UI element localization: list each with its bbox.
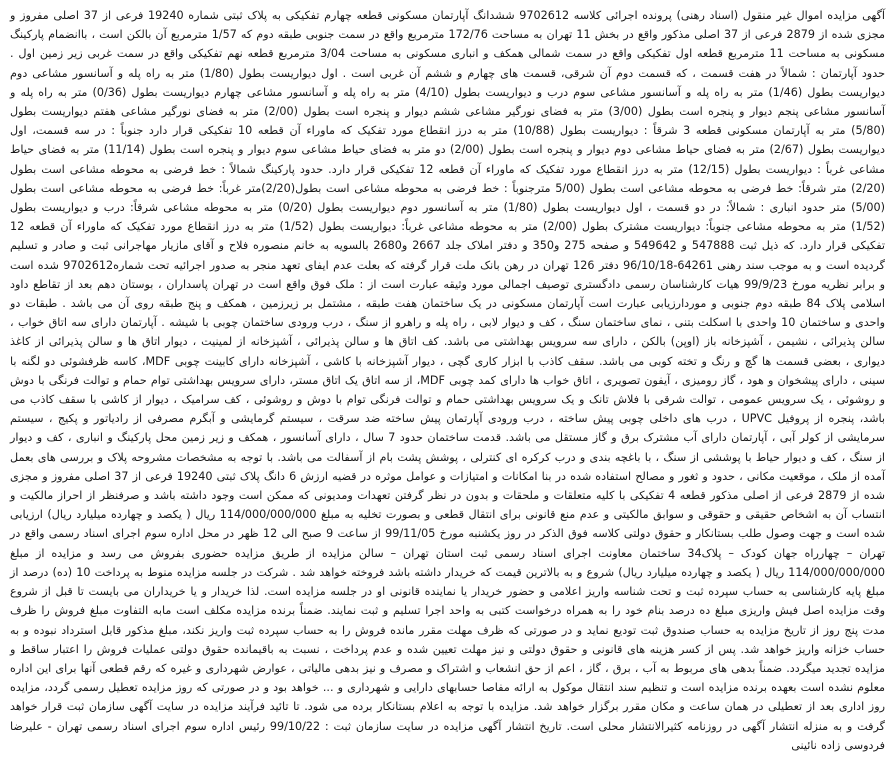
auction-notice-text: آگهی مزایده اموال غیر منقول (اسناد رهنی) پرونده اجرائی کلاسه 9702612 ششدانگ آپارتمان مسکونی قطعه چهارم تفکیکی به پلاک ثبتی شماره 19240 فرعی از 37 اصلی مفروز و مجزی شده از 2879 فرعی از 37 اصلی مذکور واقع در بخش 11 تهران به مساحت 172/76 مترمربع واقع در سمت جنوبی طبقه دوم که 1/57 مترمربع آن بالکن است ، باانضمام پارکینگ مسکونی به مساحت 11 مترمربع قطعه اول تفکیکی واقع در سمت شمالی همکف و انباری مسکونی به مساحت 3/04 مترمربع قطعه نهم تفکیکی واقع در سمت غربی زیر زمین اول . حدود آپارتمان : شمالاً در هفت قسمت ، که قسمت دوم آن شرقی، قسمت های چهارم و ششم آن غربی است . اول دیواریست بطول (1/80) متر به راه پله و آسانسور مشاعی دوم دیواریست بطول (1/46) متر به راه پله و آسانسور مشاعی سوم درب و دیواریست بطول (4/10) متر به راه پله و آسانسور مشاعی چهارم دیواریست بطول (0/36) متر به راه پله و آسانسور مشاعی پنجم دیوار و پنجره است بطول (3/00) متر به فضای نورگیر مشاعی ششم دیوار و پنجره است بطول (2/00) متر به فضای نورگیر مشاعی هفتم دیواریست بطول (5/80) متر به آپارتمان مسکونی قطعه 3 شرقاً : دیواریست بطول (10/88) متر به درز انقطاع مورد تفکیک که ماوراء آن قطعه 10 تفکیکی قرار دارد جنوباً : در سه قسمت، اول دیواریست بطول (2/67) متر به فضای حیاط مشاعی دوم دیوار و پنجره است بطول (2/00) دو متر به فضای حیاط مشاعی سوم دیوار و پنجره است بطول (11/14) متر به فضای حیاط مشاعی غرباً : دیواریست بطول (12/15) متر به درز انقطاع مورد تفکیک که ماوراء آن قطعه 12 تفکیکی قرار دارد. حدود پارکینگ شمالاً : خط فرضی به محوطه مشاعی است بطول (2/20) متر شرقاً: خط فرضی به محوطه مشاعی است بطول (5/00 مترجنوباً : خط فرضی به محوطه مشاعی است بطول(2/20)متر غرباً: خط فرضی به محوطه مشاعی است بطول (5/00) متر حدود انباری : شمالاً: در دو قسمت ، اول دیواریست بطول (1/80) متر به آسانسور دوم دیواریست بطول (0/20) متر به محوطه مشاعی شرقاً: درب و دیواریست بطول (1/52) متر به محوطه مشاعی جنوباً: دیواریست مشترک بطول (2/00) متر به محوطه مشاعی غرباً: دیواریست بطول (1/52) متر به درز انقطاع مورد تفکیک که ماوراء آن قطعه 12 تفکیکی قرار دارد. که ذیل ثبت 547888 و 549642 و صفحه 275 و350 و دفتر املاک جلد 2667 و2680 بالسویه به خانم منصوره فلاح و آقای مازیار مهاجرانی ثبت و صادر و تسلیم گردیده است و به موجب سند رهنی 64261-96/10/18 دفتر 126 تهران در رهن بانک ملت قرار گرفته که بعلت عدم ایفای تعهد منجر به صدور اجرائیه تحت شماره9702612 شده است و برابر نظریه مورخ 99/9/23 هیات کارشناسان رسمی دادگستری توصیف اجمالی مورد وثیقه عبارت است از : ملک فوق واقع است در تهران پاسداران ، بوستان دهم بعد از تقاطع داود اسلامی پلاک 84 طبقه دوم جنوبی و موردارزیابی عبارت است آپارتمان مسکونی در یک ساختمان هفت طبقه ، مشتمل بر زیرزمین ، همکف و پنج طبقه روی آن می باشد . طبقات دو واحدی و ساختمان 10 واحدی با اسکلت بتنی ، نمای ساختمان سنگ ، کف و دیوار لابی ، راه پله و راهرو از سنگ ، درب ورودی ساختمان چوبی با شیشه . آپارتمان دارای سه اتاق خواب ، سالن پذیرائی ، نشیمن ، آشپزخانه باز (اوپن) بالکن ، دارای سه سرویس بهداشتی می باشد. کف اتاق ها و سالن پذیرائی ، آشپزخانه از لمینیت ، دیوار اتاق ها و سالن پذیرائی از کاغذ دیواری ، بعضی قسمت ها گچ و رنگ و تخته کوبی می باشد. سقف کاذب با ابزار کاری گچی ، دیوار آشپزخانه با کاشی ، آشپزخانه دارای کابینت چوبی MDF، کاسه ظرفشوئی دو لگنه با سینی ، دارای پیشخوان و هود ، گاز رومیزی ، آیفون تصویری ، اتاق خواب ها دارای کمد چوبی MDF، از سه اتاق یک اتاق مستر، دارای سرویس بهداشتی توام حمام و توالت فرنگی با دوش و روشوئی ، یک سرویس عمومی ، توالت شرقی با فلاش تانک و یک سرویس بهداشتی حمام و توالت فرنگی توام با دوش و روشوئی ، کف سرامیک ، دیوار از کاشی با سقف کاذب می باشد، پنجره از پروفیل UPVC ، درب های داخلی چوبی پیش ساخته ، درب ورودی آپارتمان پیش ساخته ضد سرقت ، سیستم گرمایشی و آبگرم مصرفی از رادیاتور و پکیج ، سیستم سرمایشی از کولر آبی ، آپارتمان دارای آب مشترک برق و گاز مستقل می باشد. قدمت ساختمان حدود 7 سال ، دارای آسانسور ، همکف و زیر زمین محل پارکینگ و انباری ، کف و دیوار از سنگ ، کف و دیوار حیاط با پوششی از سنگ ، با باغچه بندی و درب کرکره ای کنترلی ، پوشش پشت بام از آسفالت می باشد. با توجه به مشخصات مشروحه پلاک و بررسی های بعمل آمده از ملک ، موقعیت مکانی ، حدود و ثغور و مصالح استفاده شده در بنا امکانات و امتیازات و عوامل موثره در قضیه ارزش 6 دانگ پلاک ثبتی 19240 فرعی از 37 اصلی مفروز و مجزی شده از 2879 فرعی از اصلی مذکور قطعه 4 تفکیکی با کلیه متعلقات و ملحقات و بدون در نظر گرفتن تعهدات ومدیونی که ممکن است وجود داشته باشد و صرفنظر از احراز مالکیت و انتساب آن به اشخاص حقیقی و حقوقی و سوابق مالکیتی و عدم منع قانونی برای انتقال قطعی و بصورت تخلیه به مبلغ 114/000/000/000 ریال ( یکصد و چهارده میلیارد ریال) ارزیابی شده است و جهت وصول طلب بستانکار و حقوق دولتی کلاسه فوق الذکر در روز یکشنبه مورخ 99/11/05 از ساعت 9 صبح الی 12 ظهر در محل اداره سوم اجرای اسناد رسمی واقع در تهران – چهارراه جهان کودک – پلاک34 ساختمان معاونت اجرای اسناد رسمی ثبت استان تهران – سالن مزایده از طریق مزایده حضوری بفروش می رسد و مزایده از مبلغ 114/000/000/000 ریال ( یکصد و چهارده میلیارد ریال) شروع و به بالاترین قیمت که خریدار داشته باشد فروخته خواهد شد . شرکت در جلسه مزایده منوط به پرداخت 10 (ده) درصد از مبلغ پایه کارشناسی به حساب سپرده ثبت و تحت شناسه واریز اعلامی و حضور خریدار یا نماینده قانونی او در جلسه مزایده است. لذا خریدار و یا خریداران می بایست تا قبل از شروع وقت مزایده اصل فیش واریزی مبلغ ده درصد بنام خود را به همراه درخواست کتبی به واحد اجرا تسلیم و ثبت نمایند. ضمناً برنده مزایده مکلف است مابه التفاوت مبلغ فروش را ظرف مدت پنج روز از تاریخ مزایده به حساب صندوق ثبت تودیع نماید و در صورتی که ظرف مهلت مقرر مانده فروش را به حساب سپرده ثبت واریز نکند، مبلغ مذکور قابل استرداد نبوده و به حساب خزانه واریز خواهد شد. پس از کسر هزینه های قانونی و حقوق دولتی و نیز مهلت تعیین شده و عدم پرداخت ، نسبت به باقیمانده حقوق دولتی عملیات فروش را اعتبار ساقط و مزایده تجدید میگردد. ضمناً بدهی های مربوط به آب ، برق ، گاز ، اعم از حق انشعاب و اشتراک و مصرف و نیز بدهی مالیاتی ، عوارض شهرداری و غیره که رقم قطعی آنها برای این اداره معلوم نشده است بعهده برنده مزایده است و تنظیم سند انتقال موکول به ارائه مفاصا حسابهای دارایی و شهرداری و ... خواهد بود و در صورتی که روز مزایده تعطیل رسمی گردد، مزایده روز اداری بعد از تعطیلی در همان ساعت و مکان مقرر برگزار خواهد شد. مزایده با توجه به اعلام بستانکار برده می شود. تا تائید فرآیند مزایده در سایت آگهی سازمان ثبت قرار خواهد گرفت و به منزله انتشار آگهی در روزنامه کثیرالانتشار محلی است. تاریخ انتشار آگهی مزایده در سایت سازمان ثبت : 99/10/22 رئیس اداره سوم اجرای اسناد رسمی تهران - علیرضا فردوسی زاده نائینی (10, 9, 886, 752)
